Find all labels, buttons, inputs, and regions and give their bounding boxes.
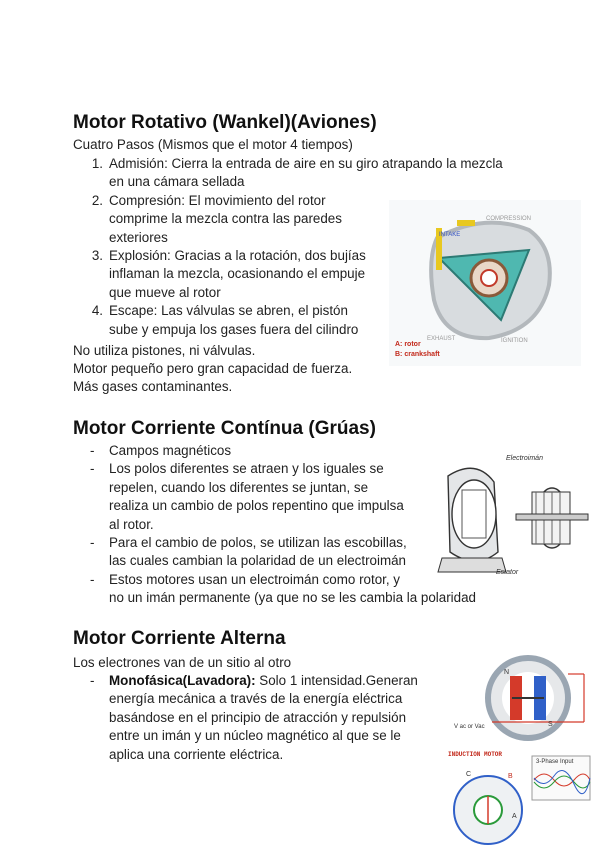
svg-text:N: N	[504, 669, 510, 676]
svg-text:V ac or Vac: V ac or Vac	[454, 724, 485, 730]
wankel-note: Motor pequeño pero gran capacidad de fuerza.	[73, 361, 353, 376]
ac-first-line: Solo 1 intensidad.Generan	[255, 673, 418, 688]
wankel-note: No utiliza pistones, ni válvulas.	[73, 343, 256, 358]
list-item: 4. Escape: Las válvulas se abren, el pistón sube y empuja los gases fuera del cilindro	[91, 303, 359, 337]
list-item: - Para el cambio de polos, se utilizan las escobillas, las cuales cambian la polaridad de un electroimán	[90, 535, 407, 569]
svg-text:B: crankshaft: B: crankshaft	[395, 351, 440, 358]
svg-text:EXHAUST: EXHAUST	[427, 336, 456, 342]
ac-motor-figure	[452, 652, 594, 744]
svg-text:S: S	[548, 721, 553, 728]
section-title-wankel: Motor Rotativo (Wankel)(Aviones)	[73, 112, 377, 133]
wankel-note: Más gases contaminantes.	[73, 379, 233, 394]
list-item: 2. Compresión: El movimiento del rotor comprime la mezcla contra las paredes exteriores	[91, 192, 342, 245]
list-item: - Monofásica(Lavadora): Solo 1 intensidad.Generan energía mecánica a través de la energía eléctrica basándose en el principio de atracción y repulsión entre un imán y un núcleo magnético al que se le aplica una corriente eléctrica.	[90, 673, 418, 762]
svg-text:A: rotor: A: rotor	[395, 341, 421, 348]
svg-text:C: C	[466, 771, 472, 778]
ac-bullet-list	[73, 672, 418, 764]
section-title-dc: Motor Corriente Contínua (Grúas)	[73, 418, 376, 439]
list-item: - Estos motores usan un electroimán como rotor, y no un imán permanente (ya que no se les cambia la polaridad	[90, 571, 476, 606]
list-item: 3. Explosión: Gracias a la rotación, dos bujías inflaman la mezcla, ocasionando el empuje que mueve al rotor	[91, 248, 366, 300]
list-item: - Campos magnéticos	[90, 443, 232, 458]
dc-motor-figure	[436, 448, 592, 578]
ac-intro: Los electrones van de un sitio al otro	[73, 655, 292, 670]
svg-text:INDUCTION MOTOR: INDUCTION MOTOR	[448, 751, 503, 758]
svg-text:B: B	[508, 773, 513, 780]
induction-motor-figure	[446, 748, 594, 848]
section-title-ac: Motor Corriente Alterna	[73, 628, 286, 649]
wankel-engine-figure	[389, 200, 581, 366]
dc-bullet-list	[73, 442, 476, 608]
svg-text:A: A	[512, 813, 517, 820]
svg-text:COMPRESSION: COMPRESSION	[486, 216, 532, 222]
svg-text:INTAKE: INTAKE	[439, 232, 461, 238]
svg-text:Electroimán: Electroimán	[506, 455, 543, 462]
svg-text:3-Phase Input: 3-Phase Input	[536, 759, 574, 765]
svg-text:Estator: Estator	[496, 569, 519, 576]
wankel-intro: Cuatro Pasos (Mismos que el motor 4 tiempos)	[73, 137, 353, 152]
svg-text:IGNITION: IGNITION	[501, 338, 528, 344]
ac-bold-label: Monofásica(Lavadora):	[109, 673, 256, 688]
list-item: 1. Admisión: Cierra la entrada de aire en su giro atrapando la mezcla en una cámara sellada	[91, 156, 503, 190]
list-item: - Los polos diferentes se atraen y los iguales se repelen, cuando los diferentes se juntan, se realiza un cambio de polos repentino que impulsa al rotor.	[90, 461, 404, 532]
